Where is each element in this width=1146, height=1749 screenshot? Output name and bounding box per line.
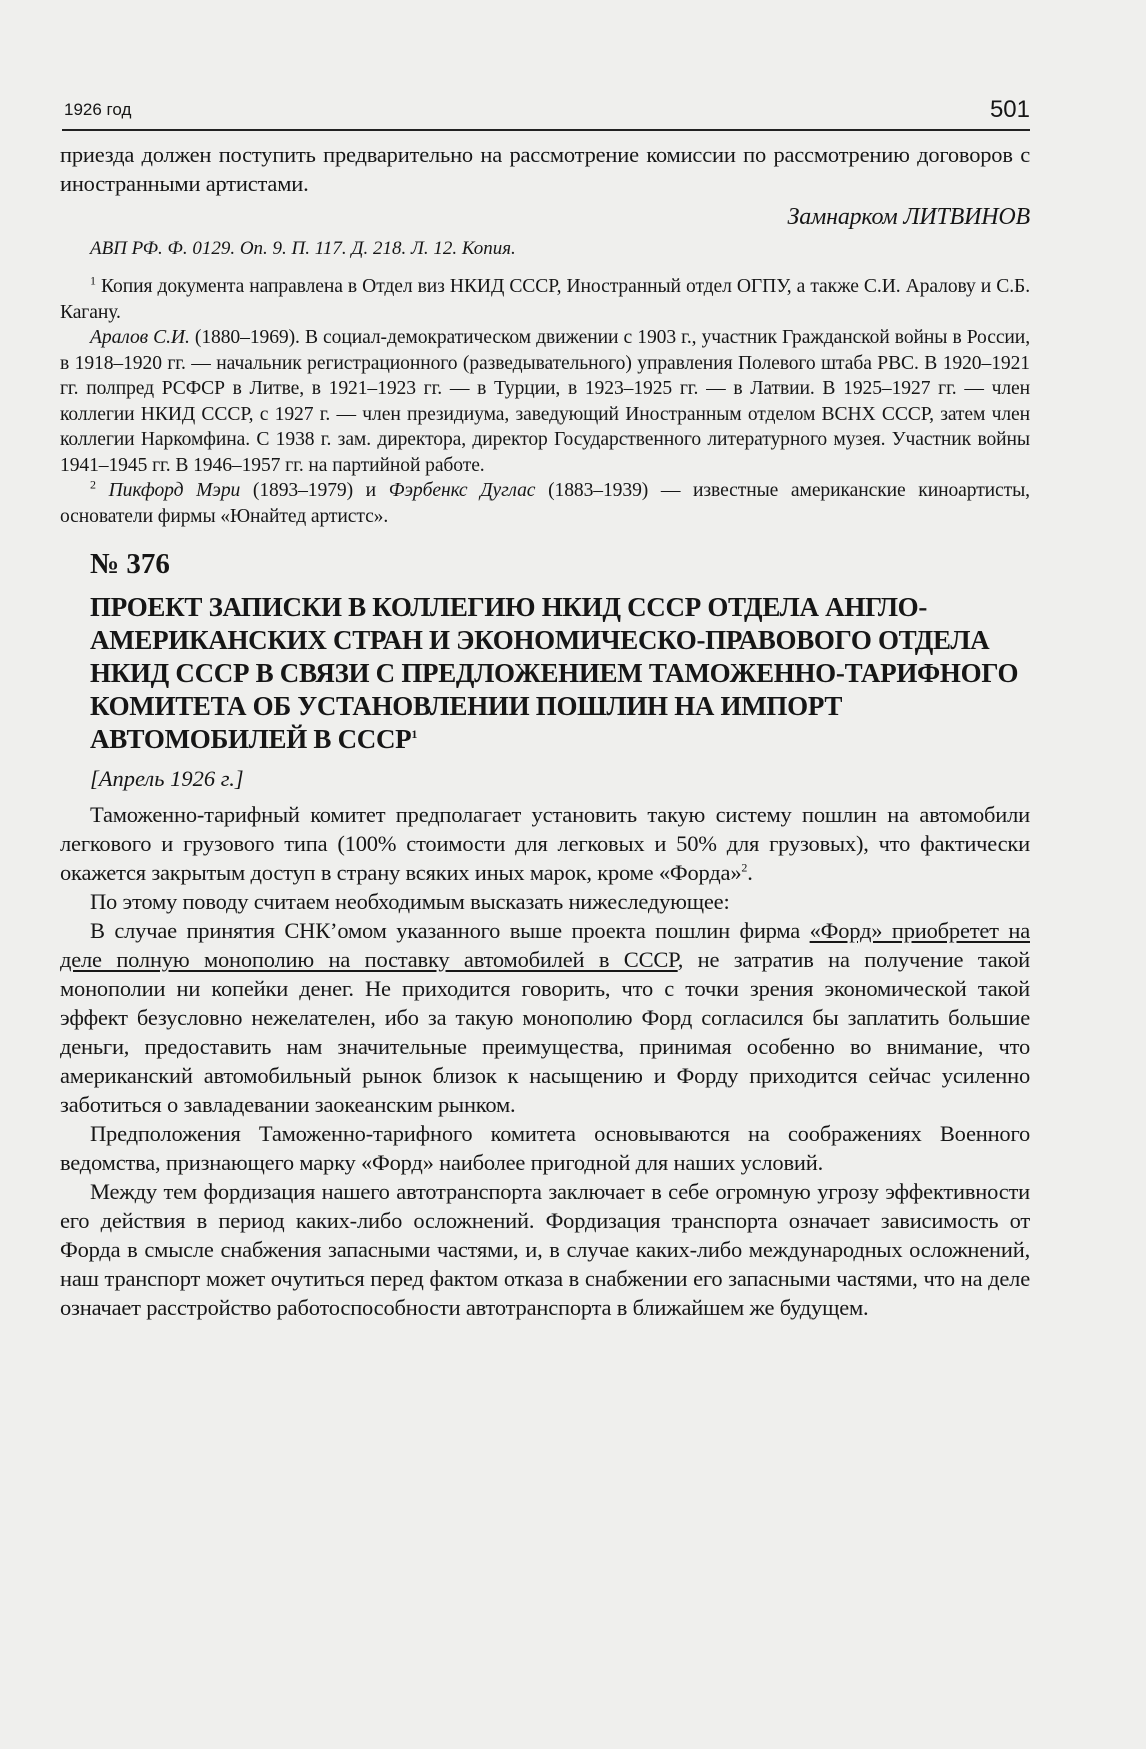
document-body <box>60 800 1030 1322</box>
document-number: № 376 <box>90 548 170 580</box>
paragraph-1-end: . <box>747 860 753 885</box>
paragraph-1 <box>60 800 1030 887</box>
footnote-2-mark: 2 <box>90 477 96 492</box>
paragraph-2: По этому поводу считаем необходимым высказать нижеследующее: <box>90 889 730 914</box>
paragraph-1-footnote-mark: 2 <box>741 860 748 875</box>
page-content <box>60 140 1030 1322</box>
signature: Замнарком ЛИТВИНОВ <box>787 204 1030 230</box>
header-year: 1926 год <box>64 100 132 119</box>
document-title-text: ПРОЕКТ ЗАПИСКИ В КОЛЛЕГИЮ НКИД СССР ОТДЕЛА АНГЛО-АМЕРИКАНСКИХ СТРАН И ЭКОНОМИЧЕСКО-ПРАВОВОГО ОТДЕЛА НКИД СССР В СВЯЗИ С ПРЕДЛОЖЕНИЕМ ТАМОЖЕННО-ТАРИФНОГО КОМИТЕТА ОБ УСТАНОВЛЕНИИ ПОШЛИН НА ИМПОРТ АВТОМОБИЛЕЙ В СССР <box>90 592 1019 754</box>
pickford-name: Пикфорд Мэри <box>108 480 241 501</box>
paragraph-3-start: В случае принятия СНК’омом указанного выше проекта пошлин фирма <box>90 918 810 943</box>
paragraph-4: Предположения Таможенно-тарифного комитета основываются на соображениях Военного ведомства, признающего марку «Форд» наиболее пригодной для наших условий. <box>60 1121 1030 1175</box>
aralov-name: Аралов С.И. <box>90 327 190 348</box>
fairbanks-name: Фэрбенкс Дуглас <box>388 480 536 501</box>
underlined-passage: «Форд» приобретет на деле полную монополию на поставку автомобилей в СССР <box>60 918 1030 972</box>
document-title <box>90 591 1030 756</box>
page-number: 501 <box>989 96 1030 123</box>
footnote-2 <box>60 478 1030 529</box>
footnote-aralov <box>60 325 1030 478</box>
header-rule <box>62 129 1030 131</box>
footnote-1-text: Копия документа направлена в Отдел виз НКИД СССР, Иностранный отдел ОГПУ, а также С.И. Аралову и С.Б. Кагану. <box>60 276 1030 323</box>
footnote-1-mark: 1 <box>90 273 96 288</box>
paragraph-1-text: Таможенно-тарифный комитет предполагает установить такую систему пошлин на автомобили легкового и грузового типа (100% стоимости для легковых и 50% для грузовых), что фактически окажется закрытым доступ в страну всяких иных марок, кроме «Форда» <box>60 802 1030 885</box>
continued-paragraph: приезда должен поступить предварительно на рассмотрение комиссии по рассмотрению договоров с иностранными артистами. <box>60 142 1030 196</box>
archive-reference: АВП РФ. Ф. 0129. Оп. 9. П. 117. Д. 218. Л. 12. Копия. <box>90 238 516 259</box>
footnote-2-text: (1883–1939) — известные американские киноартисты, основатели фирмы «Юнайтед артистс». <box>60 480 1030 527</box>
running-header <box>62 98 1030 130</box>
title-footnote-mark: 1 <box>411 727 418 741</box>
footnote-1 <box>60 274 1030 325</box>
paragraph-5: Между тем фордизация нашего автотранспорта заключает в себе огромную угрозу эффективности его действия в период каких-либо осложнений. Фордизация транспорта означает зависимость от Форда в смысле снабжения запасными частями, и, в случае каких-либо международных осложнений, наш транспорт может очутиться перед фактом отказа в снабжении его запасными частями, что на деле означает расстройство работоспособности автотранспорта в ближайшем же будущем. <box>60 1179 1030 1320</box>
aralov-bio: (1880–1969). В социал-демократическом движении с 1903 г., участник Гражданской войны в России, в 1918–1920 гг. — начальник регистрационного (разведывательного) управления Полевого штаба РВС. В 1920–1921 гг. полпред РСФСР в Литве, в 1921–1923 гг. — в Турции, в 1923–1925 гг. — в Латвии. В 1925–1927 гг. — член коллегии НКИД СССР, с 1927 г. — член президиума, заведующий Иностранным отделом ВСНХ СССР, затем член коллегии Наркомфина. С 1938 г. зам. директора, директор Государственного литературного музея. Участник войны 1941–1945 гг. В 1946–1957 гг. на партийной работе. <box>60 327 1030 476</box>
footnotes <box>60 274 1030 529</box>
paragraph-3 <box>60 916 1030 1119</box>
paragraph-3-end: , не затратив на получение такой монополии ни копейки денег. Не приходится говорить, что с точки зрения экономической такой эффект безусловно нежелателен, ибо за такую монополию Форд согласился бы заплатить большие деньги, предоставить нам значительные преимущества, принимая особенно во внимание, что американский автомобильный рынок близок к насыщению и Форду приходится сейчас усиленно заботиться о завладевании заокеанским рынком. <box>60 947 1030 1117</box>
document-date: [Апрель 1926 г.] <box>90 766 244 791</box>
pickford-dates: (1893–1979) и <box>252 480 377 501</box>
